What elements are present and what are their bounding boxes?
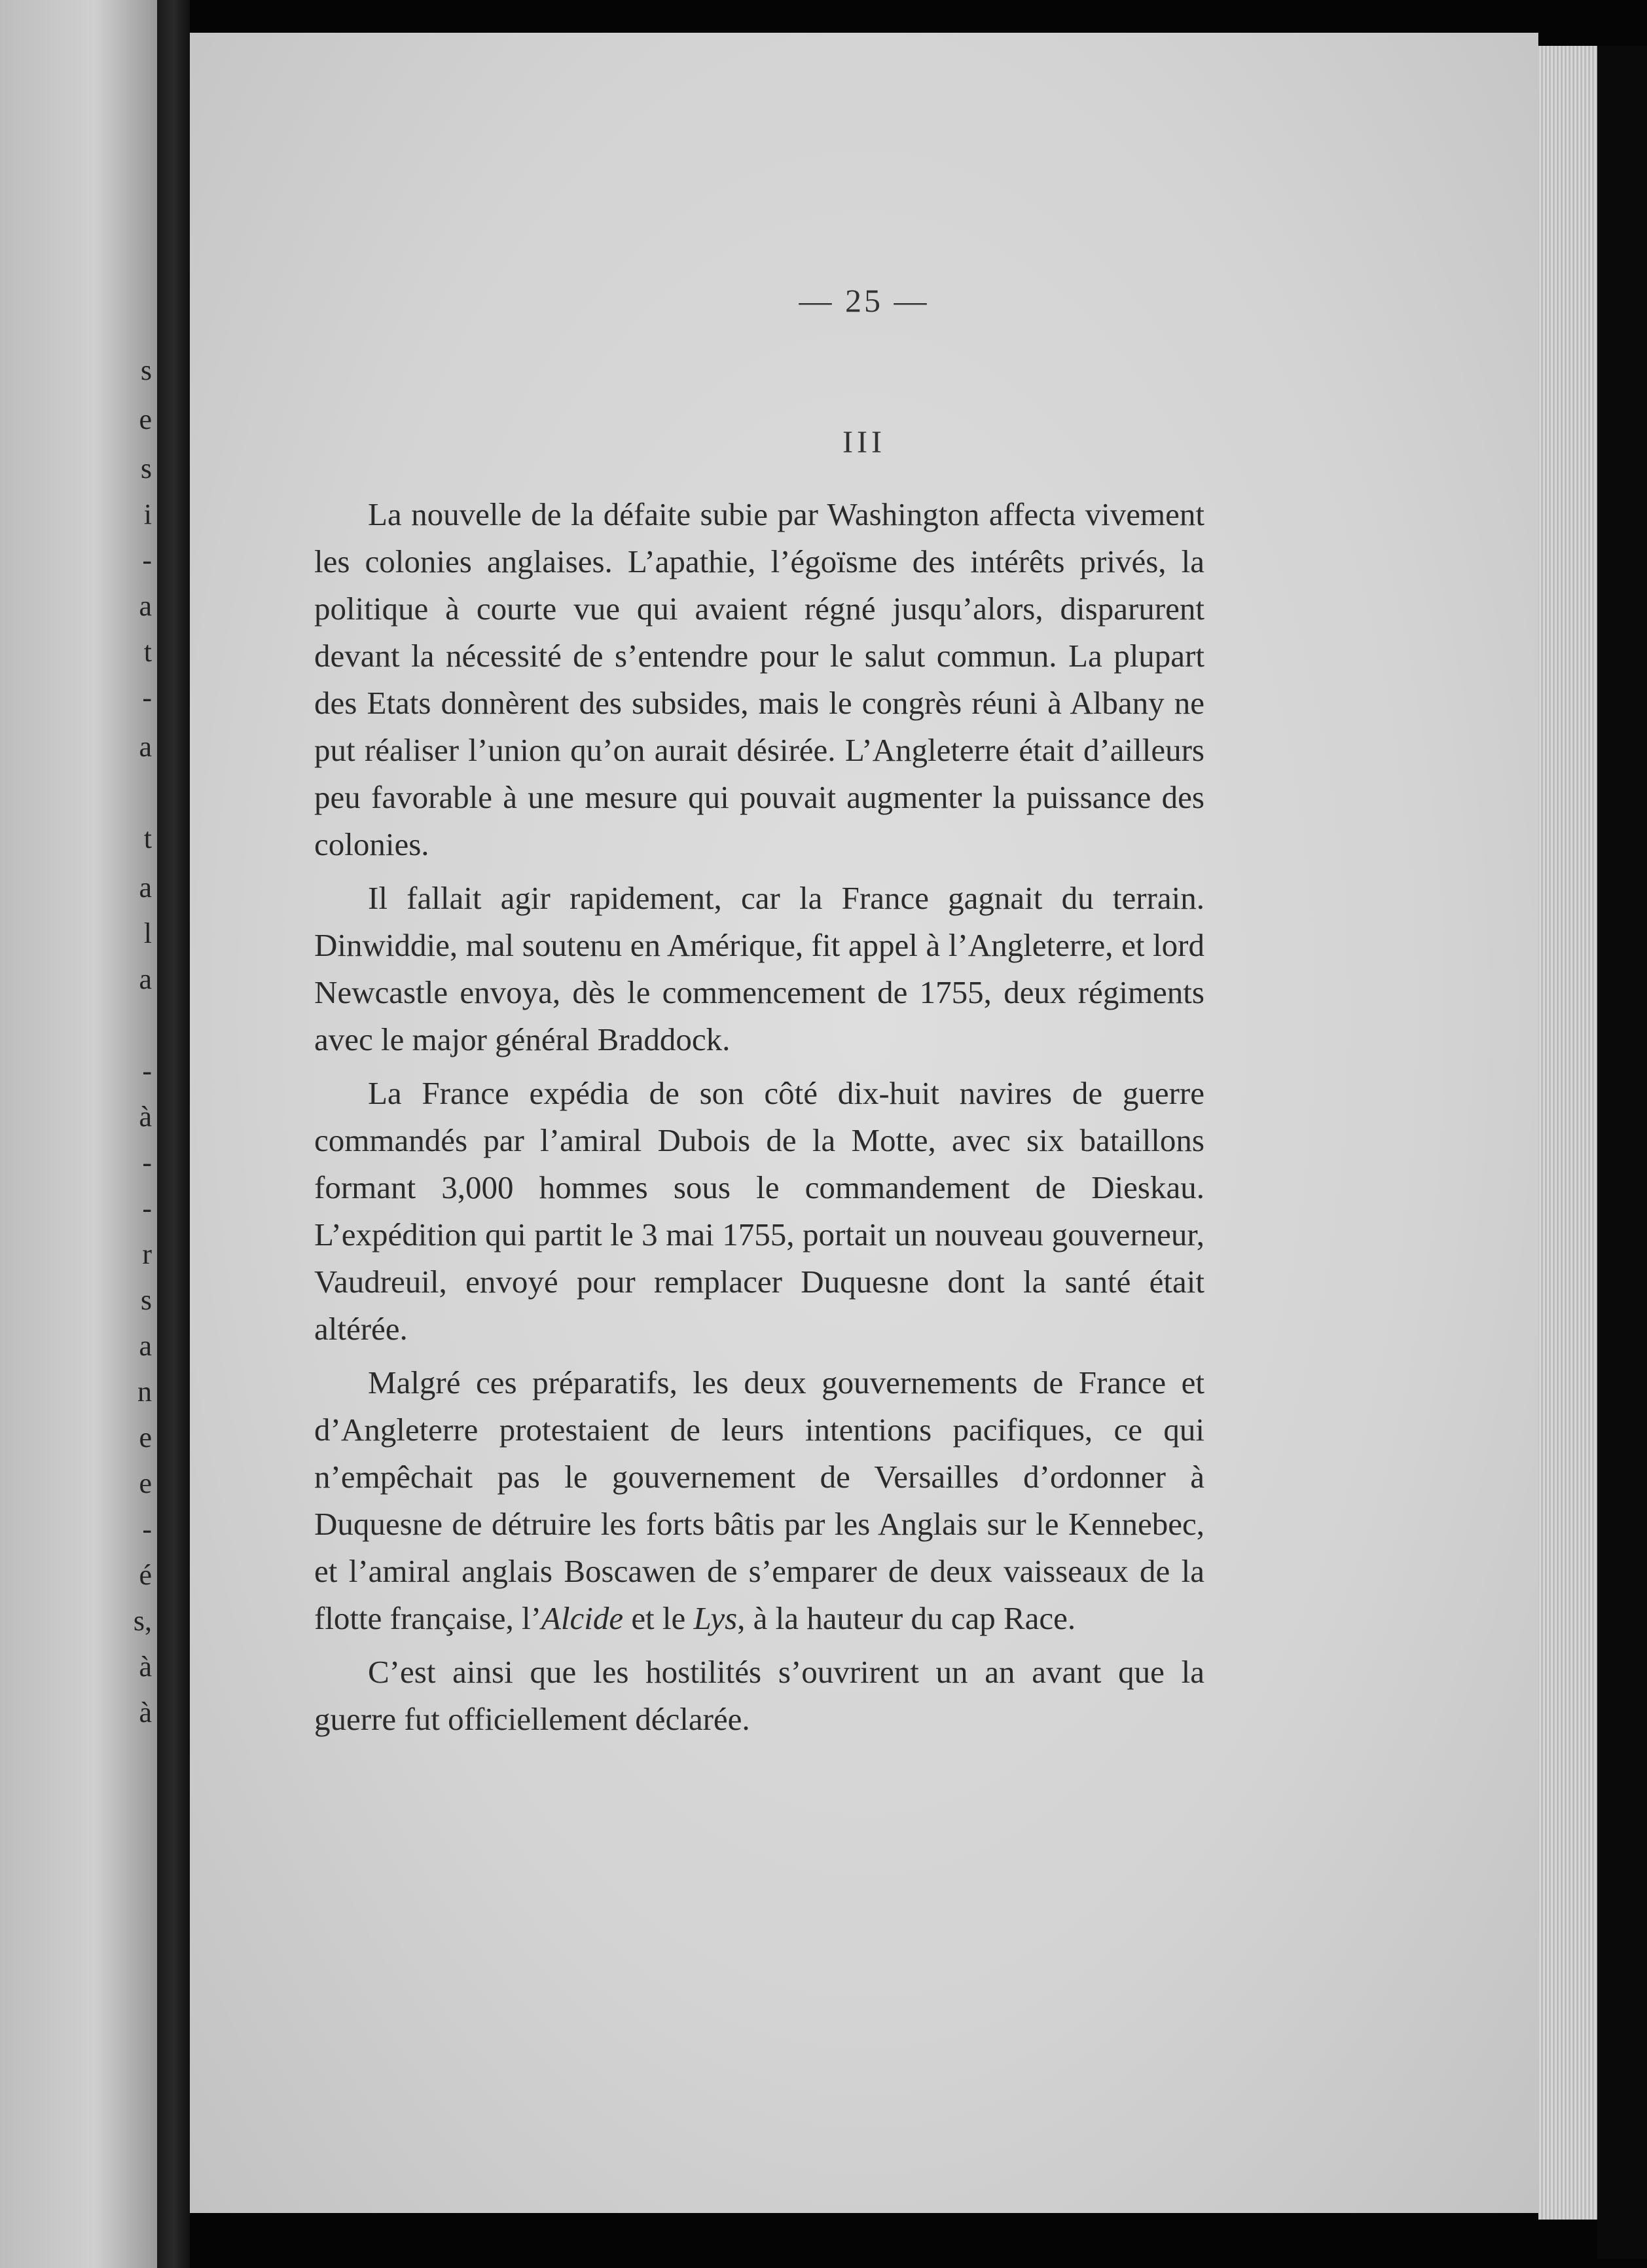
- paragraph-text: Malgré ces préparatifs, les deux gouvernements de France et d’Angleterre protestaient de leurs intentions pacifiques, ce qui n’empêchait pas le gouvernement de Versailles d’ordonner à Duquesne de détruire les forts bâtis par les Anglais sur le Kennebec, et l’amiral anglais Boscawen de s’emparer de deux vaisseaux de la flotte française, l’: [314, 1364, 1204, 1636]
- page-edges: [1538, 46, 1597, 2220]
- margin-char: -: [142, 682, 152, 714]
- margin-char: n: [137, 1376, 152, 1408]
- margin-char: -: [142, 544, 152, 576]
- paragraph-text: , à la hauteur du cap Race.: [737, 1600, 1076, 1636]
- margin-char: l: [143, 917, 152, 949]
- margin-char: e: [139, 1467, 152, 1499]
- margin-char: -: [142, 1146, 152, 1179]
- paragraph: Il fallait agir rapidement, car la France gagnait du terrain. Dinwiddie, mal soutenu en Amérique, fit appel à l’Angleterre, et lord Newcastle envoya, dès le commencement de 1755, deux régiments avec le major général Braddock.: [314, 880, 1204, 1057]
- margin-char: -: [142, 1192, 152, 1224]
- previous-page-edge: [0, 0, 157, 2268]
- body-text: [314, 491, 1204, 1749]
- margin-char: e: [139, 1421, 152, 1454]
- paragraph: [314, 1359, 1204, 1642]
- chapter-heading: III: [842, 425, 886, 460]
- book-gutter: [157, 0, 190, 2268]
- margin-char: a: [139, 731, 152, 763]
- margin-char: -: [142, 1513, 152, 1545]
- scan-right-border: [1597, 46, 1647, 2259]
- ship-name: Lys: [693, 1600, 738, 1636]
- margin-char: à: [139, 1651, 152, 1683]
- margin-char: a: [139, 871, 152, 904]
- margin-char: a: [139, 963, 152, 995]
- margin-char: à: [139, 1101, 152, 1133]
- margin-char: s: [140, 1284, 152, 1316]
- margin-char: s: [140, 354, 152, 386]
- margin-char: a: [139, 1330, 152, 1362]
- margin-char: s,: [133, 1605, 152, 1637]
- page-number: — 25 —: [799, 282, 930, 319]
- margin-char: t: [143, 822, 152, 854]
- margin-char: é: [139, 1559, 152, 1591]
- ship-name: Alcide: [541, 1600, 624, 1636]
- margin-char: r: [142, 1238, 152, 1270]
- margin-char: s: [140, 452, 152, 485]
- margin-char: e: [139, 403, 152, 435]
- margin-char: i: [143, 498, 152, 530]
- paragraph: C’est ainsi que les hostilités s’ouvrirent un an avant que la guerre fut officiellement déclarée.: [314, 1654, 1204, 1737]
- margin-char: -: [142, 1055, 152, 1087]
- paragraph-text: et le: [623, 1600, 694, 1636]
- paragraph: La nouvelle de la défaite subie par Washington affecta vivement les colonies anglaises. L’apathie, l’égoïsme des intérêts privés, la politique à courte vue qui avaient régné jusqu’alors, disparurent devant la nécessité de s’entendre pour le salut commun. La plupart des Etats donnèrent des subsides, mais le congrès réuni à Albany ne put réaliser l’union qu’on aurait désirée. L’Angleterre était d’ailleurs peu favorable à une mesure qui pouvait augmenter la puissance des colonies.: [314, 496, 1204, 862]
- margin-char: t: [143, 636, 152, 668]
- paragraph: La France expédia de son côté dix-huit navires de guerre commandés par l’amiral Dubois de la Motte, avec six bataillons formant 3,000 hommes sous le commandement de Dieskau. L’expédition qui partit le 3 mai 1755, portait un nouveau gouverneur, Vaudreuil, envoyé pour remplacer Duquesne dont la santé était altérée.: [314, 1075, 1204, 1347]
- margin-char: à: [139, 1696, 152, 1728]
- margin-char: a: [139, 590, 152, 622]
